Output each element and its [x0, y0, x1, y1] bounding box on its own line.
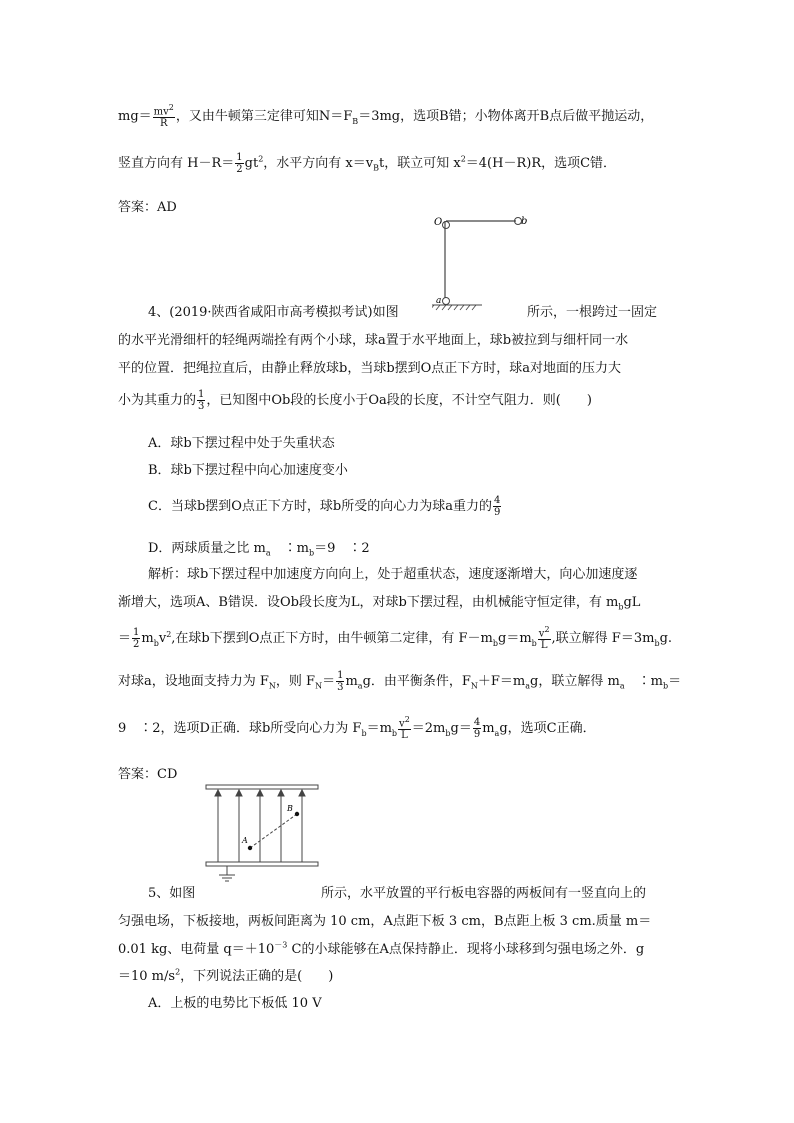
- solution-4-line-1: 解析：球b下摆过程中加速度方向向上，处于超重状态，速度逐渐增大，向心加速度逐: [148, 567, 638, 582]
- fraction: $\frac{1}{3}$: [337, 669, 344, 693]
- fraction: $\frac{v^2}{L}$: [538, 625, 550, 652]
- question-5-line-3: 0.01 kg、电荷量 $q=+10^{-3}$ C的小球能够在A点保持静止．现将小球移到匀强电场之外．g: [118, 940, 645, 957]
- label-B: B: [287, 804, 293, 813]
- fraction: $\frac{v^2}{L}$: [399, 715, 410, 742]
- question-5-line-1b: 所示，水平放置的平行板电容器的两板间有一竖直向上的: [321, 886, 647, 901]
- option-B: B．球b下摆过程中向心加速度变小: [148, 463, 348, 478]
- solution-line-1: mg＝ $\frac{mv^2}{R}$ ，又由牛顿第三定律可知$N=F_B=3mg$，选项B错；小物体离开B点后做平抛运动，: [118, 103, 654, 130]
- label-a: a: [436, 296, 442, 306]
- solution-line-2: 竖直方向有 H－R＝ $\frac{1}{2}$ $gt^2$，水平方向有 $x=v_Bt$，联立可知 $x^2=4(H-R)R$，选项C错．: [118, 151, 617, 175]
- solution-4-line-4: 对球a，设地面支持力为 $F_N$，则 $F_N=$ $\frac{1}{3}$ $m_ag$．由平衡条件，$F_N+F=m_ag$，联立解得 $m_a$ $∶m_b=$: [118, 669, 682, 693]
- fraction: $\frac{4}{9}$: [473, 716, 481, 740]
- question-4-line-1b: 所示，一根跨过一固定: [527, 305, 658, 320]
- question-4-line-4: 小为其重力的 $\frac{1}{3}$ ，已知图中Ob段的长度小于Oa段的长度，不计空气阻力．则( ): [118, 388, 592, 412]
- solution-4-line-3: ＝ $\frac{1}{2}$ $m_bv^2$,在球b下摆到O点正下方时，由牛顿第二定律，有 $F-m_bg=m_b$ $\frac{v^2}{L}$ ,联立解得 $F=3m_bg$.: [118, 625, 673, 652]
- question-4-line-3: 平的位置．把绳拉直后，由静止释放球b，当球b摆到O点正下方时，球a对地面的压力大: [118, 361, 622, 376]
- label-A: A: [242, 836, 248, 845]
- fraction: $\frac{1}{3}$: [198, 388, 205, 412]
- solution-4-line-5: 9 ∶2，选项D正确．球b所受向心力为 $F_b=m_b$ $\frac{v^2}{L}$ $=2m_bg=$ $\frac{4}{9}$ $m_ag$，选项C正确．: [118, 715, 596, 742]
- fraction: $\frac{4}{9}$: [494, 494, 501, 518]
- solution-4-line-2: 渐增大，选项A、B错误．设Ob段长度为L，对球b下摆过程，由机械能守恒定律，有 $m_bgL$: [118, 595, 641, 612]
- pendulum-figure: [432, 212, 532, 312]
- answer-label: 答案：CD: [118, 767, 178, 782]
- fraction: $\frac{1}{2}$: [133, 626, 140, 650]
- fraction: $\frac{mv^2}{R}$: [153, 103, 174, 130]
- option-C: C．当球b摆到O点正下方时，球b所受的向心力为球a重力的 $\frac{4}{9}$: [148, 494, 501, 518]
- answer-label: 答案：AD: [118, 200, 177, 215]
- label-b: b: [521, 216, 528, 227]
- option-D: D．两球质量之比 $m_a$ $∶m_b=9$ ∶2: [148, 541, 370, 558]
- option-A: A．球b下摆过程中处于失重状态: [148, 436, 335, 451]
- question-5-line-1a: 5、如图: [148, 886, 196, 901]
- question-5-line-4: ＝10 $m/s^2$，下列说法正确的是( ): [118, 967, 334, 984]
- fraction: $\frac{1}{2}$: [236, 151, 243, 175]
- question-4-line-1: 4、(2019·陕西省咸阳市高考模拟考试)如图: [148, 305, 399, 320]
- question-5-line-2: 匀强电场，下板接地，两板间距离为 10 cm，A点距下板 3 cm，B点距上板 3 cm.质量 m＝: [118, 914, 652, 929]
- question-4-line-2: 的水平光滑细杆的轻绳两端拴有两个小球，球a置于水平地面上，球b被拉到与细杆同一水: [118, 333, 629, 348]
- capacitor-figure: [204, 780, 322, 884]
- label-O: O: [434, 217, 443, 228]
- option-A: A．上板的电势比下板低 10 V: [148, 996, 322, 1011]
